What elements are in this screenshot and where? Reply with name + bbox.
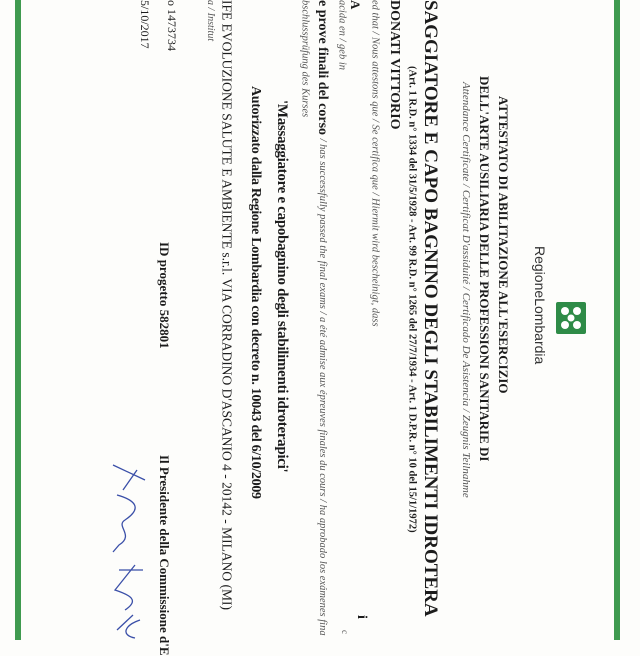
project-id: ID progetto 582801 bbox=[157, 242, 172, 349]
regione-lombardia-logo bbox=[556, 302, 586, 334]
exam-text-italic: / has successfully passed the final exams / a été admise aux épreuves finales du cours / ha aprobado los exámenes fina bbox=[317, 138, 328, 636]
fragment-i: i bbox=[354, 615, 369, 619]
exam-passed-text bbox=[315, 0, 329, 636]
course-authorization: Autorizzato dalla Regione Lombardia con decreto n. 10043 del 6/10/2009 bbox=[248, 86, 263, 499]
fragment-c: c bbox=[340, 630, 350, 634]
certify-text: ed that / Nous attestons que / Se certifica que / Hiermit wird bescheinigt, dass bbox=[369, 0, 381, 327]
recipient-name: DONATI VITTORIO bbox=[387, 0, 402, 130]
logo-text: RegioneLombardia bbox=[532, 246, 548, 365]
issue-date: 5/10/2017 bbox=[138, 0, 152, 49]
president-signature bbox=[105, 460, 150, 640]
institute-label: a / Institut bbox=[205, 0, 216, 42]
course-name: 'Massaggiatore e capobagnino degli stabilimenti idroterapici' bbox=[274, 100, 290, 473]
legal-references: (Art. 1 R.D. n° 1334 del 31/5/1928 - Art. 99 R.D. n° 1265 del 27/7/1934 - Art. 1 D.P.R. n° 10 del 15/1/1972) bbox=[406, 66, 418, 533]
born-label: acida en / geb in bbox=[336, 0, 348, 70]
right-border bbox=[614, 0, 620, 640]
gender-fragment: A bbox=[348, 0, 363, 10]
header-line-2: DELL'ARTE AUSILIARIA DELLE PROFESSIONI SANITARIE DI bbox=[477, 76, 492, 462]
certificate-title: SAGGIATORE E CAPO BAGNINO DEGLI STABILIMENTI IDROTERA bbox=[420, 0, 441, 617]
header-subtitle: Attendance Certificate / Certificat D'assiduité / Certificado De Asistencia / Zeugnis Teilnahme bbox=[460, 82, 472, 498]
logo-rosa-camuna-icon bbox=[556, 302, 586, 334]
certificate-number: o 1473734 bbox=[165, 0, 179, 51]
left-border bbox=[15, 0, 21, 640]
exam-text-de: bschlussprüfung des Kurses bbox=[299, 0, 311, 118]
president-label: Il Presidente della Commissione d'E bbox=[157, 455, 172, 656]
exam-text-bold: e prove finali del corso bbox=[315, 0, 330, 136]
header-line-1: ATTESTATO DI ABILITAZIONE ALL'ESERCIZIO bbox=[496, 96, 511, 394]
institute-text: IFE EVOLUZIONE SALUTE E AMBIENTE s.r.l. VIA CORRADINO D'ASCANIO 4 - 20142 - MILANO (MI) bbox=[219, 0, 235, 611]
